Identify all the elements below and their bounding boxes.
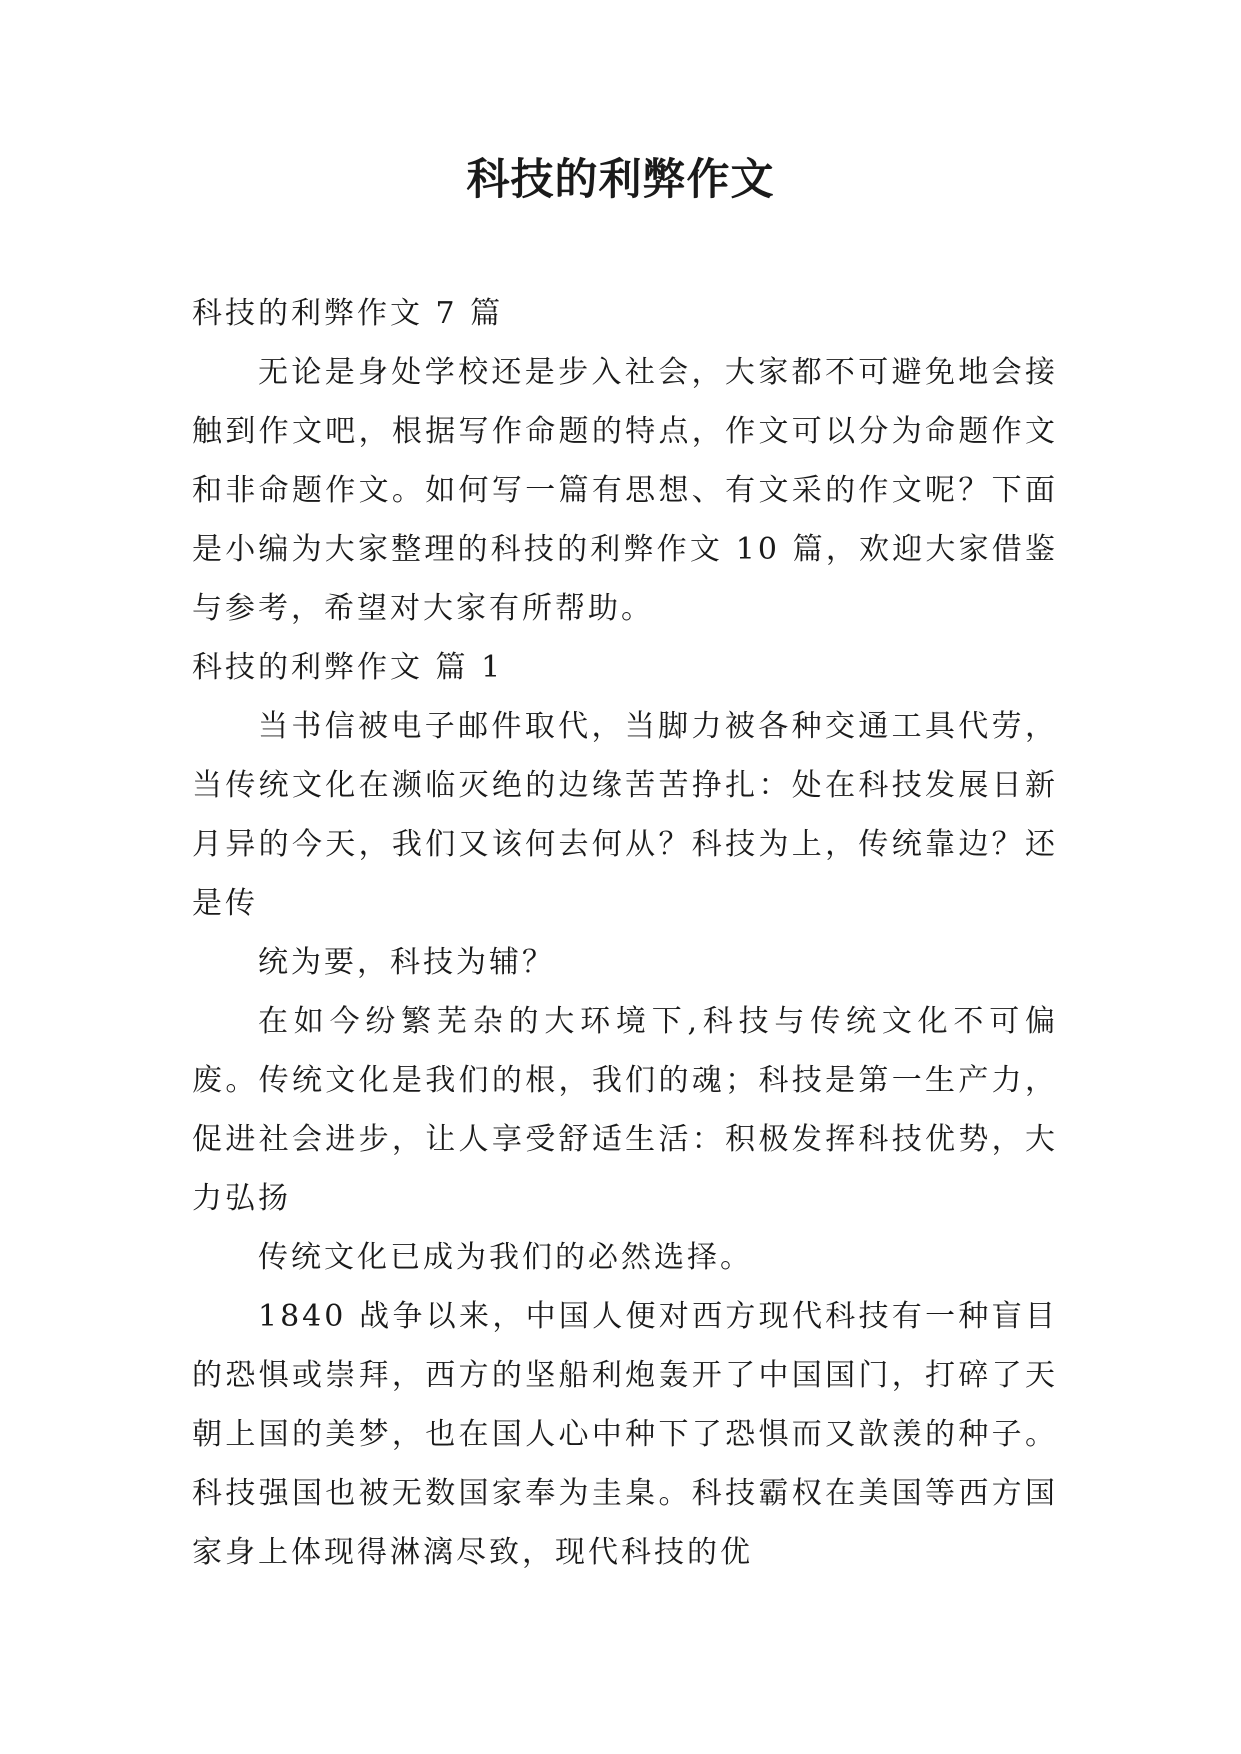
document-title: 科技的利弊作文 bbox=[466, 155, 775, 205]
section-heading: 科技的利弊作文 7 篇 bbox=[192, 296, 504, 331]
body-paragraph: 统为要，科技为辅？ bbox=[258, 945, 555, 980]
section-heading: 科技的利弊作文 篇 1 bbox=[192, 650, 504, 685]
body-paragraph: 在如今纷繁芜杂的大环境下,科技与传统文化不可偏废。传统文化是我们的根，我们的魂；科技是第一生产力，促进社会进步，让人享受舒适生活：积极发挥科技优势，大力弘扬 bbox=[192, 1004, 1058, 1216]
body-paragraph: 1840 战争以来，中国人便对西方现代科技有一种盲目的恐惧或崇拜，西方的坚船利炮轰开了中国国门，打碎了天朝上国的美梦，也在国人心中种下了恐惧而又歆羡的种子。科技强国也被无数国家奉为圭臬。科技霸权在美国等西方国家身上体现得淋漓尽致，现代科技的优 bbox=[192, 1299, 1058, 1570]
document-body bbox=[192, 284, 1058, 1582]
body-paragraph: 传统文化已成为我们的必然选择。 bbox=[258, 1240, 753, 1275]
intro-paragraph: 无论是身处学校还是步入社会，大家都不可避免地会接触到作文吧，根据写作命题的特点，作文可以分为命题作文和非命题作文。如何写一篇有思想、有文采的作文呢？下面是小编为大家整理的科技的利弊作文 10 篇，欢迎大家借鉴与参考，希望对大家有所帮助。 bbox=[192, 355, 1058, 626]
body-paragraph: 当书信被电子邮件取代，当脚力被各种交通工具代劳，当传统文化在濒临灭绝的边缘苦苦挣扎：处在科技发展日新月异的今天，我们又该何去何从？科技为上，传统靠边？还是传 bbox=[192, 709, 1058, 921]
